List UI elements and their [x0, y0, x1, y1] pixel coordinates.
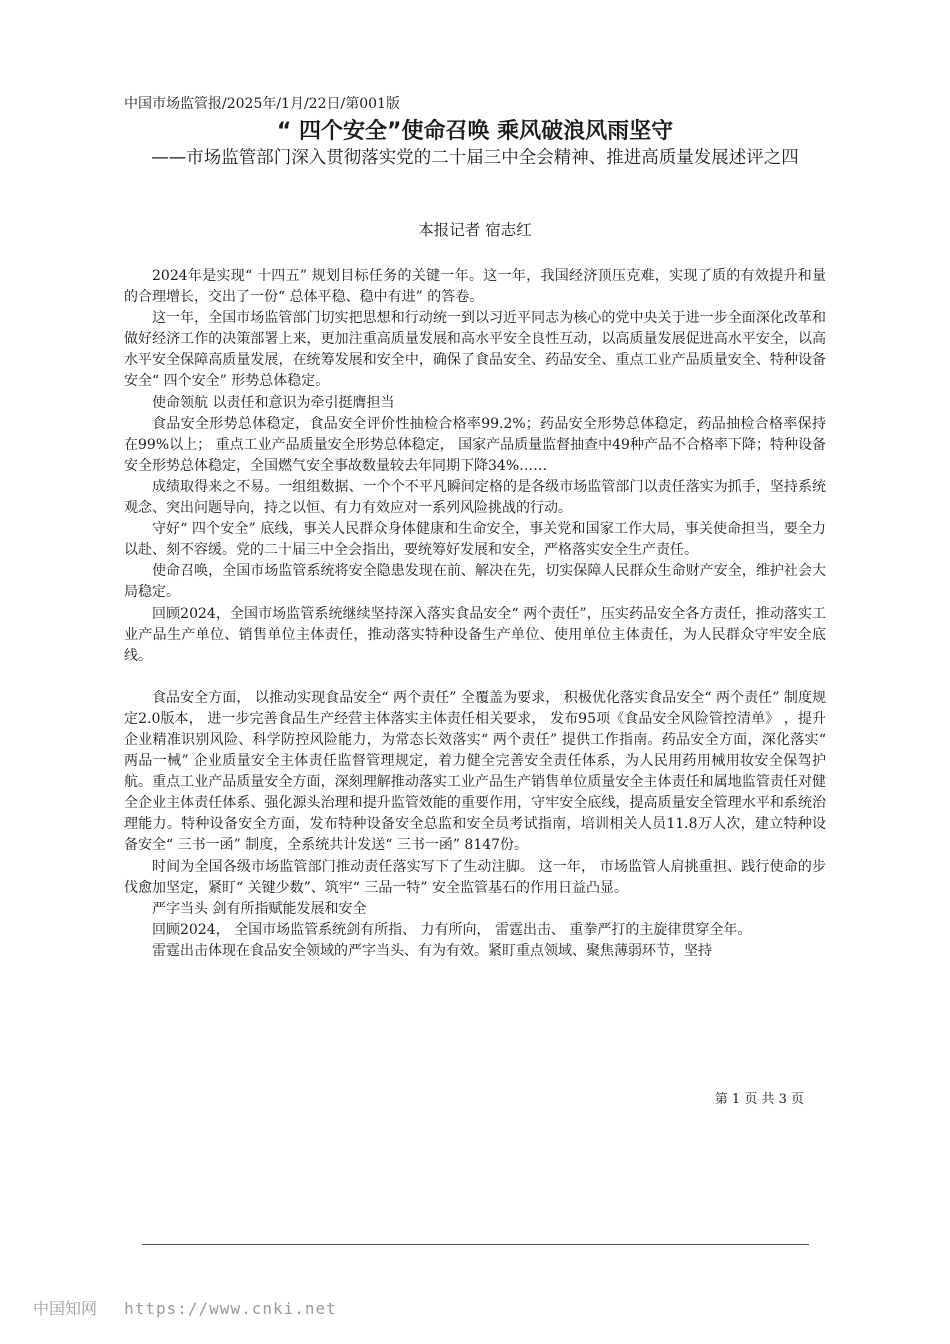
- article-subtitle: ——市场监管部门深入贯彻落实党的二十届三中全会精神、推进高质量发展述评之四: [151, 148, 799, 168]
- paragraph: 雷霆出击体现在食品安全领域的严字当头、有为有效。紧盯重点领域、聚焦薄弱环节，坚持: [152, 942, 712, 959]
- paragraph: 回顾2024， 全国市场监管系统剑有所指、 力有所向， 雷霆出击、 重拳严打的主旋律贯穿全年。: [152, 921, 752, 938]
- paragraph: 使命召唤，全国市场监管系统将安全隐患发现在前、解决在先，切实保障人民群众生命财产安全，维护社会大局稳定。: [124, 563, 826, 601]
- paragraph: 守好“ 四个安全” 底线，事关人民群众身体健康和生命安全，事关党和国家工作大局，事关使命担当，要全力以赴、刻不容缓。党的二十届三中全会指出，要统筹好发展和安全，严格落实安全生产责任。: [124, 521, 826, 559]
- paragraph: 时间为全国各级市场监管部门推动责任落实写下了生动注脚。 这一年， 市场监管人肩挑重担、践行使命的步伐愈加坚定，紧盯“ 关键少数”、筑牢“ 三品一特” 安全监管基石的作用日益凸显。: [124, 858, 826, 896]
- article-body: [124, 266, 826, 962]
- paragraph: 这一年，全国市场监管部门切实把思想和行动统一到以习近平同志为核心的党中央关于进一步全面深化改革和做好经济工作的决策部署上来，更加注重高质量发展和高水平安全良性互动，以高质量发展促进高水平安全，以高水平安全保障高质量发展，在统筹发展和安全中，确保了食品安全、药品安全、重点工业产品质量安全、特种设备安全“ 四个安全” 形势总体稳定。: [124, 310, 826, 390]
- footer: [33, 1296, 337, 1319]
- paragraph: 2024年是实现“ 十四五” 规划目标任务的关键一年。这一年，我国经济顶压克难，实现了质的有效提升和量的合理增长，交出了一份“ 总体平稳、稳中有进” 的答卷。: [124, 268, 826, 306]
- section-heading: 严字当头 剑有所指赋能发展和安全: [152, 900, 367, 917]
- paragraph: 成绩取得来之不易。一组组数据、一个个不平凡瞬间定格的是各级市场监管部门以责任落实为抓手，坚持系统观念、突出问题导向，持之以恒、有力有效应对一系列风险挑战的行动。: [124, 478, 826, 517]
- footer-divider: [142, 1244, 809, 1245]
- paragraph: 食品安全方面， 以推动实现食品安全“ 两个责任” 全覆盖为要求， 积极优化落实食品安全“ 两个责任” 制度规定2.0版本， 进一步完善食品生产经营主体落实主体责任相关要求， 发布95项《食品安全风险管控清单》 ，提升企业精准识别风险、科学防控风险能力，为常态长效落实“ 两个责任” 提供工作指南。药品安全方面，深化落实“ 两品一械” 企业质量安全主体责任监督管理规定，着力健全完善安全责任体系，为人民用药用械用妆安全保驾护航。重点工业产品质量安全方面，深刻理解推动落实工业产品生产销售单位质量安全主体责任和属地监管责任对健全企业主体责任体系、强化源头治理和提升监管效能的重要作用，守牢安全底线，提高质量安全管理水平和系统治理能力。特种设备安全方面，发布特种设备安全总监和安全员考试指南，培训相关人员11.8万人次，建立特种设备安全“ 三书一函” 制度，全系统共计发送“ 三书一函” 8147份。: [124, 689, 826, 854]
- byline: 本报记者 宿志红: [418, 221, 532, 239]
- cnki-logo-text: 中国知网: [33, 1299, 98, 1318]
- article-title: “ 四个安全”使命召唤 乘风破浪风雨坚守: [276, 119, 674, 144]
- page-number: 第 1 页 共 3 页: [714, 1092, 804, 1107]
- paragraph: 食品安全形势总体稳定，食品安全评价性抽检合格率99.2%；药品安全形势总体稳定，药品抽检合格率保持在99%以上； 重点工业产品质量安全形势总体稳定， 国家产品质量监督抽查中49种产品不合格率下降；特种设备安全形势总体稳定，全国燃气安全事故数量较去年同期下降34%……: [124, 415, 826, 474]
- section-heading: 使命领航 以责任和意识为牵引挺膺担当: [152, 394, 395, 411]
- footer-url[interactable]: https://www.cnki.net: [124, 1299, 337, 1318]
- source-line: 中国市场监管报/2025年/1月/22日/第001版: [124, 96, 400, 112]
- paragraph: 回顾2024，全国市场监管系统继续坚持深入落实食品安全“ 两个责任”，压实药品安全各方责任，推动落实工业产品生产单位、销售单位主体责任，推动落实特种设备生产单位、使用单位主体责任，为人民群众守牢安全底线。: [124, 605, 826, 664]
